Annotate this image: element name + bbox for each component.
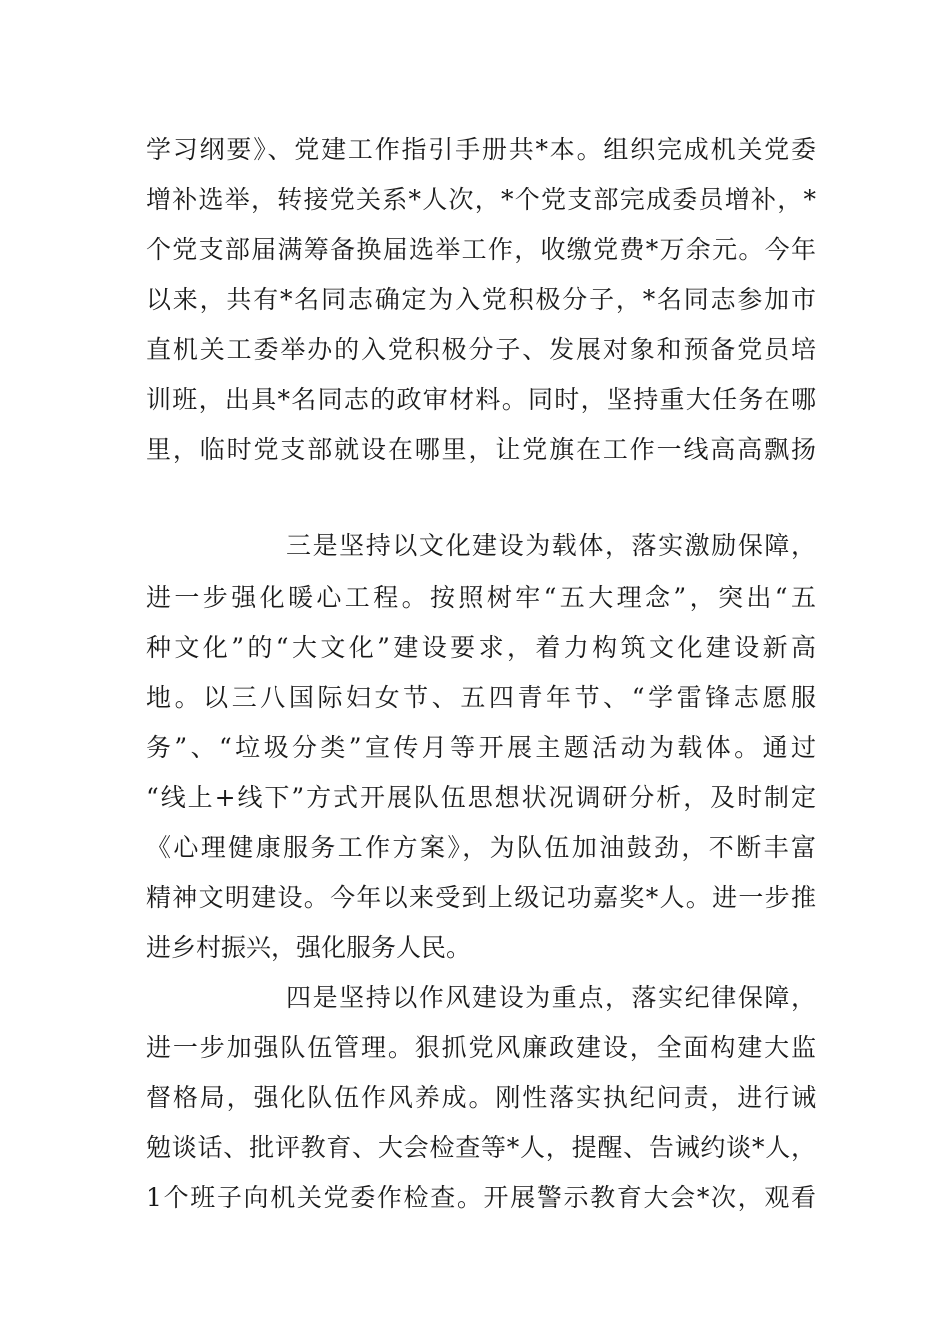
text-line: 以来，共有*名同志确定为入党积极分子，*名同志参加市: [146, 285, 816, 314]
text-line: 种文化”的“大文化”建设要求，着力构筑文化建设新高: [146, 633, 816, 662]
text-line: 《心理健康服务工作方案》，为队伍加油鼓劲，不断丰富: [146, 833, 816, 862]
text-line: 直机关工委举办的入党积极分子、发展对象和预备党员培: [146, 335, 816, 364]
text-line: 1个班子向机关党委作检查。开展警示教育大会*次，观看: [146, 1183, 816, 1212]
text-line: 精神文明建设。今年以来受到上级记功嘉奖*人。进一步推: [146, 883, 816, 912]
text-line: 地。以三八国际妇女节、五四青年节、“学雷锋志愿服: [146, 683, 816, 712]
text-line: 进一步加强队伍管理。狠抓党风廉政建设，全面构建大监: [146, 1033, 816, 1062]
text-line: 个党支部届满筹备换届选举工作，收缴党费*万余元。今年: [146, 235, 816, 264]
text-line: 勉谈话、批评教育、大会检查等*人，提醒、告诫约谈*人，: [146, 1133, 816, 1162]
paragraph-heading-line: 三是坚持以文化建设为载体，落实激励保障，: [286, 531, 816, 560]
text-line: “线上+线下”方式开展队伍思想状况调研分析，及时制定: [146, 783, 816, 812]
text-line: 学习纲要》、党建工作指引手册共*本。组织完成机关党委: [146, 135, 816, 164]
text-line: 进一步强化暖心工程。按照树牢“五大理念”，突出“五: [146, 583, 816, 612]
text-line: 里，临时党支部就设在哪里，让党旗在工作一线高高飘扬: [146, 435, 816, 464]
paragraph-heading-line: 四是坚持以作风建设为重点，落实纪律保障，: [286, 983, 816, 1012]
text-line: 务”、“垃圾分类”宣传月等开展主题活动为载体。通过: [146, 733, 816, 762]
text-line: 增补选举，转接党关系*人次，*个党支部完成委员增补，*: [146, 185, 816, 214]
text-line: 进乡村振兴，强化服务人民。: [146, 933, 472, 962]
text-line: 训班，出具*名同志的政审材料。同时，坚持重大任务在哪: [146, 385, 816, 414]
text-line: 督格局，强化队伍作风养成。刚性落实执纪问责，进行诫: [146, 1083, 816, 1112]
